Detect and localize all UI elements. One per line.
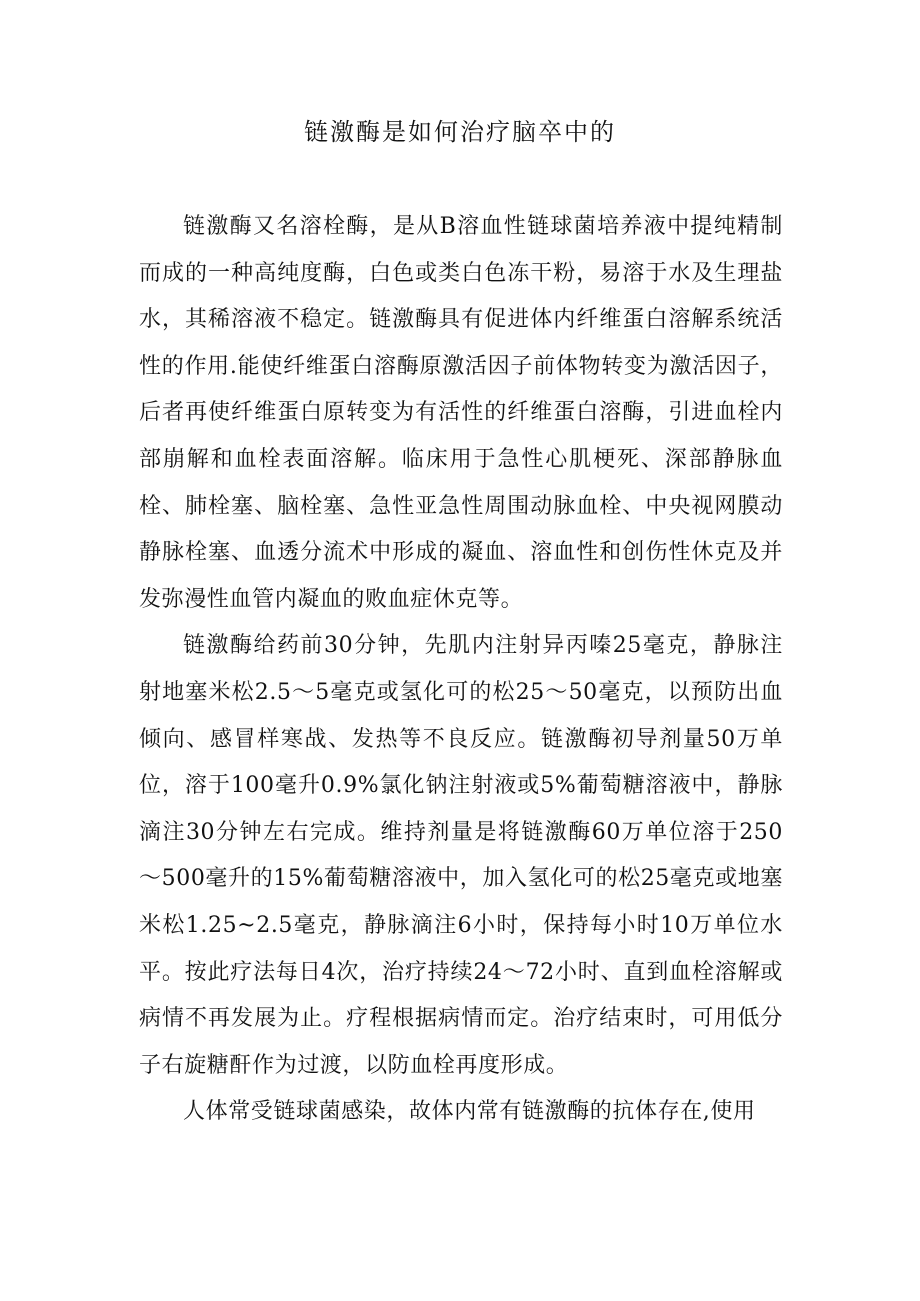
paragraph-antibody: 人体常受链球菌感染，故体内常有链激酶的抗体存在,使用 — [183, 1099, 756, 1125]
document-body — [139, 204, 783, 1136]
paragraph-streptokinase-intro: 链激酶又名溶栓酶，是从B溶血性链球菌培养液中提纯精制而成的一种高纯度酶，白色或类白色冻干粉，易溶于水及生理盐水，其稀溶液不稳定。链激酶具有促进体内纤维蛋白溶解系统活性的作用.能使纤维蛋白溶酶原激活因子前体物转变为激活因子，后者再使纤维蛋白原转变为有活性的纤维蛋白溶酶，引进血栓内部崩解和血栓表面溶解。临床用于急性心肌梗死、深部静脉血栓、肺栓塞、脑栓塞、急性亚急性周围动脉血栓、中央视网膜动静脉栓塞、血透分流术中形成的凝血、溶血性和创伤性休克及并发弥漫性血管内凝血的败血症休克等。 — [139, 214, 783, 612]
document-title: 链激酶是如何治疗脑卒中的 — [304, 118, 616, 146]
paragraph-dosage: 链激酶给药前30分钟，先肌内注射异丙嗪25毫克，静脉注射地塞米松2.5～5毫克或氢化可的松25～50毫克，以预防出血倾向、感冒样寒战、发热等不良反应。链激酶初导剂量50万单位，溶于100毫升0.9%氯化钠注射液或5%葡萄糖溶液中，静脉滴注30分钟左右完成。维持剂量是将链激酶60万单位溶于250～500毫升的15%葡萄糖溶液中，加入氢化可的松25毫克或地塞米松1.25~2.5毫克，静脉滴注6小时，保持每小时10万单位水平。按此疗法每日4次，治疗持续24～72小时、直到血栓溶解或病情不再发展为止。疗程根据病情而定。治疗结束时，可用低分子右旋糖酐作为过渡，以防血栓再度形成。 — [139, 633, 783, 1078]
